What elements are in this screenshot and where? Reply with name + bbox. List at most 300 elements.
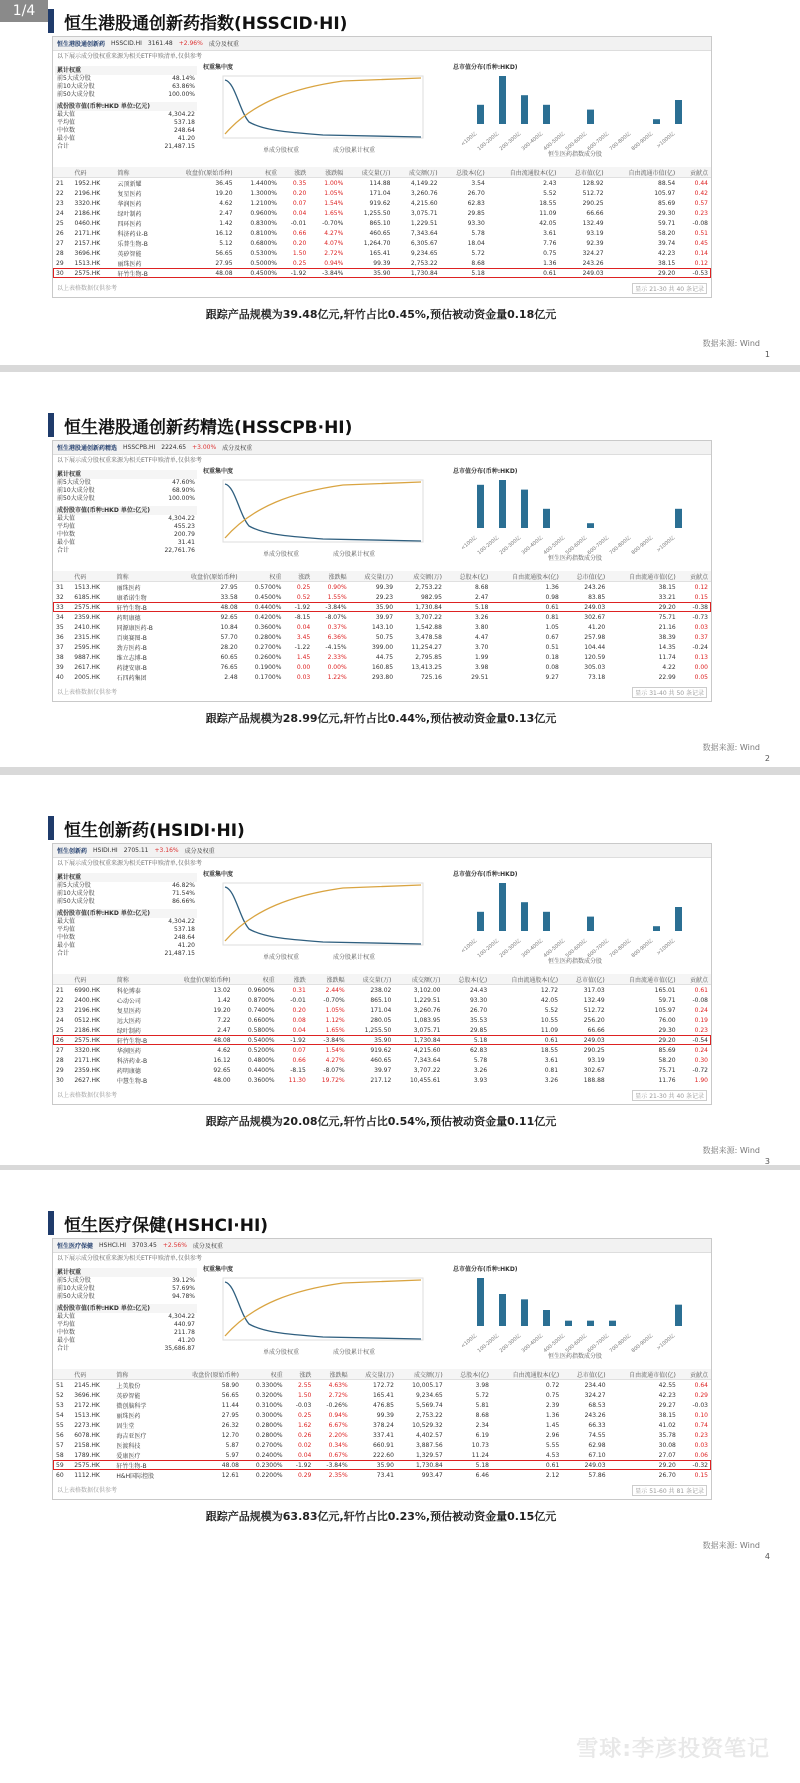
table-cell: 48.08 (172, 1460, 242, 1470)
dist-tick: 200-300亿 (498, 130, 523, 153)
stats-title: 累计权重 (55, 1268, 197, 1277)
col-header[interactable]: 自由流通股本(亿) (491, 571, 562, 582)
col-header[interactable]: 贡献点 (679, 571, 711, 582)
stat-row (55, 1313, 197, 1321)
col-header[interactable]: 涨跌 (284, 571, 313, 582)
table-cell: 华润医药 (117, 200, 142, 208)
table-cell: 3.26 (544, 1076, 559, 1084)
stat-value: 537.18 (174, 926, 195, 933)
table-cell: 2.72% (328, 1391, 348, 1399)
distribution-chart (453, 467, 708, 567)
table-row[interactable] (53, 1440, 711, 1450)
table-cell: 29.85 (467, 209, 485, 217)
table-cell: 3.70 (474, 643, 489, 651)
table-cell: 5.87 (225, 1441, 239, 1449)
table-cell: 2,795.85 (415, 653, 442, 661)
cap-row (55, 1277, 197, 1285)
table-cell: 57.70 (220, 633, 238, 641)
table-cell: 3.26 (473, 1066, 488, 1074)
table-cell: 35.78 (658, 1431, 676, 1439)
table-cell: 2627.HK (74, 1076, 100, 1084)
table-cell: 药捷安康-B (116, 664, 147, 672)
table-cell: 3.54 (471, 179, 485, 187)
col-header[interactable]: 成交额(万) (394, 974, 443, 985)
table-cell: 2145.HK (74, 1381, 100, 1389)
table-cell: 0.4400% (241, 602, 285, 612)
table-cell: 29.30 (658, 1026, 676, 1034)
dist-tick: 700-800亿 (608, 1332, 633, 1355)
col-header[interactable]: 自由流通市值(亿) (608, 571, 679, 582)
dist-legend: 恒生医药指数成分股 (548, 555, 603, 562)
slide-number: 1 (764, 350, 770, 359)
showing-text: 显示 31-40 共 50 条记录 (632, 687, 707, 698)
col-header[interactable]: 自由流通股本(亿) (490, 974, 561, 985)
col-header[interactable]: 总股本(亿) (441, 167, 488, 178)
cap-row (55, 1285, 197, 1293)
cap-row (55, 882, 197, 890)
col-header[interactable]: 权重 (236, 167, 280, 178)
table-row[interactable] (53, 188, 711, 198)
col-header (53, 1369, 71, 1380)
table-row[interactable] (53, 1470, 711, 1480)
highlighted-row[interactable] (53, 268, 711, 278)
table-cell: 29.51 (471, 673, 489, 681)
col-header[interactable]: 简称 (114, 571, 171, 582)
cap-label: 前10大成分股 (57, 83, 95, 90)
table-row[interactable] (53, 1430, 711, 1440)
dist-tick: 400-500亿 (542, 534, 567, 557)
table-row[interactable] (53, 1075, 711, 1085)
legend-cum: 成分股累计权重 (333, 954, 376, 961)
plot-frame (223, 76, 423, 138)
table-cell: 143.10 (372, 623, 394, 631)
col-header[interactable]: 总市值(亿) (561, 974, 608, 985)
dist-bar (587, 1321, 594, 1326)
col-header[interactable]: 自由流通股本(亿) (488, 167, 560, 178)
table-cell: 3.98 (474, 663, 489, 671)
table-cell: 0.10 (694, 1411, 708, 1419)
table-row[interactable] (53, 672, 711, 682)
table-cell: 93.30 (467, 219, 485, 227)
table-cell: 74.55 (588, 1431, 606, 1439)
panel-note: 以下展示成分股权重来源为相关ETF申赎清单,仅供参考 (57, 53, 202, 60)
table-cell: -1.92 (278, 1035, 309, 1045)
dist-bar (543, 1310, 550, 1326)
col-header[interactable]: 权重 (242, 1369, 286, 1380)
cap-row (55, 890, 197, 898)
table-cell: 1,083.95 (413, 1016, 441, 1024)
table-cell: 0.3300% (255, 1381, 283, 1389)
table-cell: 26 (56, 229, 64, 237)
table-cell: 93.30 (469, 996, 488, 1004)
table-cell: 11.09 (540, 1026, 559, 1034)
table-cell: 35.90 (351, 1460, 397, 1470)
col-header[interactable]: 收盘价(原始币种) (172, 1369, 242, 1380)
table-cell: 绿叶制药 (117, 210, 142, 218)
table-cell: 7.22 (217, 1016, 231, 1024)
table-cell: 1.55% (327, 593, 347, 601)
table-row[interactable] (53, 612, 711, 622)
col-header[interactable]: 代码 (72, 167, 115, 178)
col-header[interactable]: 涨跌幅 (313, 571, 349, 582)
cap-label: 前10大成分股 (57, 487, 95, 494)
table-cell: 2617.HK (74, 663, 100, 671)
table-row[interactable] (53, 258, 711, 268)
table-cell: 0.8300% (250, 219, 278, 227)
weight-tab[interactable]: 成分及权重 (222, 445, 253, 452)
dist-tick: <100亿 (460, 130, 479, 148)
table-cell: 222.60 (372, 1451, 394, 1459)
table-cell: 3,102.00 (413, 986, 441, 994)
col-header[interactable]: 贡献点 (679, 974, 711, 985)
stats-block (55, 870, 197, 958)
col-header[interactable]: 总股本(亿) (444, 974, 491, 985)
table-cell: 4.53 (545, 1451, 560, 1459)
table-cell: 0.98 (545, 593, 559, 601)
table-cell: 0.57 (694, 199, 708, 207)
table-cell: 9,234.65 (415, 1391, 443, 1399)
table-cell: 52 (56, 1391, 64, 1399)
table-row[interactable] (53, 1025, 711, 1035)
table-cell: 48.08 (164, 268, 236, 278)
table-cell: 同源康医药-B (116, 624, 153, 632)
table-cell: 科伦博泰 (116, 987, 141, 995)
dist-bar (565, 1321, 572, 1326)
constituents-table (53, 571, 711, 682)
table-cell: 39.97 (374, 1066, 392, 1074)
col-header[interactable]: 涨跌幅 (309, 974, 348, 985)
col-header[interactable]: 涨跌 (280, 167, 309, 178)
legend-single: 单成分股权重 (263, 551, 300, 558)
plot-frame (223, 480, 423, 542)
table-cell: 0.6800% (250, 239, 278, 247)
col-header[interactable]: 成交量(万) (346, 167, 393, 178)
table-row[interactable] (53, 985, 711, 996)
table-cell: 2.35% (328, 1471, 348, 1479)
dist-tick: 700-800亿 (608, 937, 633, 960)
panel-header (53, 844, 711, 858)
stat-row (55, 1345, 197, 1353)
table-cell: 0.2700% (254, 643, 282, 651)
index-name: 恒生医疗保健 (57, 1243, 94, 1250)
col-header[interactable]: 自由流通市值(亿) (609, 1369, 679, 1380)
stat-value: 4,304.22 (168, 1313, 195, 1320)
table-cell: 爱康医疗 (116, 1452, 141, 1460)
table-row[interactable] (53, 228, 711, 238)
col-header[interactable]: 成交量(万) (350, 571, 396, 582)
table-row[interactable] (53, 642, 711, 652)
dist-bar (499, 76, 506, 124)
table-cell: 3.61 (543, 229, 557, 237)
table-cell: 66.66 (586, 209, 604, 217)
table-cell: 290.25 (582, 199, 604, 207)
highlighted-row[interactable] (53, 1460, 711, 1470)
table-row[interactable] (53, 1055, 711, 1065)
col-header[interactable]: 收盘价(原始币种) (163, 974, 234, 985)
table-row[interactable] (53, 995, 711, 1005)
col-header[interactable]: 自由流通股本(亿) (492, 1369, 562, 1380)
table-cell: 865.10 (369, 219, 391, 227)
table-cell: 24.43 (469, 986, 488, 994)
table-row[interactable] (53, 248, 711, 258)
table-cell: 1,730.84 (393, 268, 440, 278)
dist-legend: 恒生医药指数成分股 (548, 958, 603, 965)
table-cell: 257.98 (584, 633, 606, 641)
index-code: HSSCID.HI (111, 40, 142, 47)
col-header[interactable]: 成交额(万) (393, 167, 440, 178)
dist-tick: >1000亿 (655, 1332, 677, 1352)
table-row[interactable] (53, 1065, 711, 1075)
table-cell: 0.02 (297, 1441, 312, 1449)
col-header[interactable]: 总股本(亿) (446, 1369, 492, 1380)
col-header[interactable]: 总市值(亿) (562, 1369, 608, 1380)
dist-bar (675, 509, 682, 528)
col-header[interactable]: 收盘价(原始币种) (170, 571, 241, 582)
col-header[interactable]: 收盘价(原始币种) (164, 167, 236, 178)
table-cell: -0.53 (678, 268, 711, 278)
col-header[interactable]: 简称 (114, 974, 163, 985)
col-header[interactable]: 成交额(万) (396, 571, 445, 582)
table-cell: 5.12 (219, 239, 233, 247)
col-header[interactable]: 总股本(亿) (445, 571, 491, 582)
table-cell: 75.71 (658, 1066, 676, 1074)
table-cell: 29.23 (375, 593, 394, 601)
table-row[interactable] (53, 1400, 711, 1410)
dist-tick: 200-300亿 (498, 937, 523, 960)
constituents-table (53, 974, 711, 1085)
table-cell: 科济药业-B (116, 1057, 148, 1065)
col-header[interactable]: 代码 (71, 974, 114, 985)
table-cell: 10.55 (540, 1016, 559, 1024)
dist-tick: 800-900亿 (630, 534, 655, 557)
weight-tab[interactable]: 成分及权重 (184, 848, 215, 855)
table-cell: 0.5300% (250, 249, 278, 257)
data-source: 数据来源: Wind (702, 1541, 760, 1550)
table-cell: 33.58 (220, 593, 238, 601)
table-row[interactable] (53, 1005, 711, 1015)
table-row[interactable] (53, 662, 711, 672)
table-row[interactable] (53, 1015, 711, 1025)
table-row[interactable] (53, 632, 711, 642)
stat-label: 中位数 (57, 531, 76, 538)
legend-cum: 成分股累计权重 (333, 147, 376, 154)
table-cell: 324.27 (584, 1391, 606, 1399)
table-cell: 0.23 (694, 1026, 708, 1034)
table-cell: -0.72 (692, 1066, 708, 1074)
col-header[interactable]: 涨跌 (286, 1369, 315, 1380)
table-cell: 234.40 (584, 1381, 606, 1389)
constituents-table (53, 167, 711, 278)
table-cell: 0.61 (491, 602, 562, 612)
index-level: 3161.48 (147, 40, 173, 47)
col-header[interactable]: 涨跌 (278, 974, 309, 985)
table-cell: 42.05 (540, 996, 559, 1004)
table-cell: 165.41 (372, 1391, 394, 1399)
table-row[interactable] (53, 238, 711, 248)
footer-note: 以上表格数据仅供参考 (57, 1487, 118, 1494)
table-row[interactable] (53, 652, 711, 662)
mkt-head: 成份股市值(币种:HKD 单位:亿元) (55, 1304, 197, 1313)
table-cell: 1.22% (327, 673, 347, 681)
table-row[interactable] (53, 1420, 711, 1430)
index-name: 恒生创新药 (57, 848, 88, 855)
table-cell: 1.50 (292, 249, 307, 257)
table-row[interactable] (53, 622, 711, 632)
col-header[interactable]: 简称 (115, 167, 164, 178)
table-cell: 0.20 (292, 189, 307, 197)
table-row[interactable] (53, 178, 711, 189)
table-cell: 0.7400% (247, 1006, 275, 1014)
table-row[interactable] (53, 198, 711, 208)
table-cell: 2158.HK (74, 1441, 100, 1449)
table-row[interactable] (53, 1450, 711, 1460)
table-cell: 绿叶制药 (116, 1027, 141, 1035)
table-cell: 4.63% (328, 1381, 348, 1389)
table-cell: 0.18 (545, 653, 559, 661)
table-cell: 66.66 (587, 1026, 605, 1034)
table-cell: 56 (56, 1431, 64, 1439)
table-row[interactable] (53, 592, 711, 602)
panel-footer (57, 687, 707, 698)
table-cell: -0.03 (295, 1401, 312, 1409)
table-cell: 医渡科技 (116, 1442, 141, 1450)
table-cell: 29.30 (658, 209, 676, 217)
table-cell: 62.83 (469, 1046, 488, 1054)
table-cell: 27.07 (658, 1451, 676, 1459)
col-header[interactable]: 权重 (234, 974, 278, 985)
table-cell: 57.86 (588, 1471, 606, 1479)
table-cell: 10,455.61 (409, 1076, 441, 1084)
dist-tick: 500-600亿 (564, 534, 589, 557)
stat-value: 41.20 (177, 135, 195, 142)
col-header[interactable]: 成交量(万) (351, 1369, 397, 1380)
dist-tick: 100-200亿 (476, 130, 501, 153)
col-header[interactable]: 总市值(亿) (562, 571, 608, 582)
slide-page (0, 1170, 800, 1783)
table-cell: 2.39 (545, 1401, 560, 1409)
col-header[interactable]: 代码 (71, 571, 113, 582)
dist-bar (653, 926, 660, 931)
table-cell: 2.55 (297, 1381, 312, 1389)
table-row[interactable] (53, 218, 711, 228)
concentration-chart (203, 467, 448, 567)
cap-value: 48.14% (172, 75, 195, 82)
table-cell: 0.51 (545, 643, 559, 651)
table-cell: 2315.HK (74, 633, 100, 641)
panel-footer (57, 1485, 707, 1496)
col-header[interactable]: 自由流通市值(亿) (607, 167, 679, 178)
table-cell: 1952.HK (74, 179, 101, 187)
col-header[interactable]: 成交额(万) (397, 1369, 446, 1380)
table-cell: 39.74 (658, 239, 676, 247)
table-cell: 75.71 (658, 613, 676, 621)
table-cell: 10.73 (471, 1441, 489, 1449)
col-header[interactable]: 涨跌幅 (314, 1369, 350, 1380)
table-cell: 7,343.64 (413, 1056, 441, 1064)
table-cell: 0.2400% (255, 1451, 283, 1459)
concentration-chart (203, 1265, 448, 1365)
table-cell: 5.97 (225, 1451, 239, 1459)
col-header[interactable]: 自由流通市值(亿) (608, 974, 679, 985)
index-panel (52, 440, 712, 702)
col-header[interactable]: 权重 (241, 571, 285, 582)
table-cell: 18.55 (540, 1046, 559, 1054)
table-row[interactable] (53, 1045, 711, 1055)
table-cell: 0.05 (694, 673, 708, 681)
table-row[interactable] (53, 208, 711, 218)
table-row[interactable] (53, 1390, 711, 1400)
table-cell: 0.81 (544, 1066, 559, 1074)
table-row[interactable] (53, 1380, 711, 1391)
col-header[interactable]: 代码 (71, 1369, 113, 1380)
dist-tick: <100亿 (460, 1332, 479, 1350)
col-header[interactable]: 贡献点 (679, 1369, 711, 1380)
panel-footer (57, 1090, 707, 1101)
table-cell: -3.84% (314, 1460, 350, 1470)
dist-tick: 400-500亿 (542, 1332, 567, 1355)
table-cell: 165.41 (369, 249, 391, 257)
table-cell: 0.00% (327, 663, 347, 671)
legend-cum: 成分股累计权重 (333, 1349, 376, 1356)
table-cell: 5.18 (441, 268, 488, 278)
weight-tab[interactable]: 成分及权重 (192, 1243, 223, 1250)
distribution-title: 总市值分布(币种:HKD) (453, 64, 518, 71)
table-cell: 1,329.57 (415, 1451, 443, 1459)
slide-title (48, 8, 347, 34)
dist-bar (543, 105, 550, 124)
highlighted-row[interactable] (53, 1035, 711, 1045)
col-header[interactable]: 简称 (113, 1369, 171, 1380)
table-cell: 293.80 (372, 673, 394, 681)
table-cell: 132.49 (583, 996, 605, 1004)
stat-row (55, 950, 197, 958)
table-cell: 1,730.84 (397, 1460, 446, 1470)
table-cell: 0.4500% (254, 593, 282, 601)
weight-tab[interactable]: 成分及权重 (208, 41, 239, 48)
dist-tick: <100亿 (460, 534, 479, 552)
table-cell: 1.45 (296, 653, 311, 661)
table-cell: 982.95 (420, 593, 442, 601)
highlighted-row[interactable] (53, 602, 711, 612)
table-cell: 3,260.76 (410, 189, 438, 197)
table-cell: 38.39 (658, 633, 676, 641)
table-row[interactable] (53, 1410, 711, 1420)
watermark: 雪球:李彦投资笔记 (576, 1737, 770, 1762)
table-cell: 30 (53, 268, 72, 278)
table-cell: 2,753.22 (415, 583, 442, 591)
table-row[interactable] (53, 582, 711, 593)
table-cell: 29.27 (658, 1401, 676, 1409)
index-change: +3.16% (154, 847, 179, 854)
table-cell: 39 (56, 663, 64, 671)
table-cell: 42.05 (539, 219, 557, 227)
table-cell: 1513.HK (74, 1411, 100, 1419)
col-header[interactable]: 成交量(万) (348, 974, 395, 985)
index-level: 3703.45 (132, 1242, 157, 1249)
col-header[interactable]: 总市值(亿) (559, 167, 606, 178)
dist-tick: 300-400亿 (520, 937, 545, 960)
table-cell: 1,229.51 (410, 219, 438, 227)
col-header[interactable]: 涨跌幅 (309, 167, 346, 178)
page-indicator[interactable]: 1/4 (0, 0, 48, 22)
stat-value: 41.20 (177, 1337, 195, 1344)
dist-tick: 700-800亿 (608, 130, 633, 153)
concentration-title: 权重集中度 (203, 1266, 234, 1273)
table-cell: 29.20 (609, 1460, 679, 1470)
table-cell: 1.00% (324, 179, 344, 187)
col-header[interactable]: 贡献点 (678, 167, 711, 178)
table-cell: 0.14 (694, 249, 708, 257)
